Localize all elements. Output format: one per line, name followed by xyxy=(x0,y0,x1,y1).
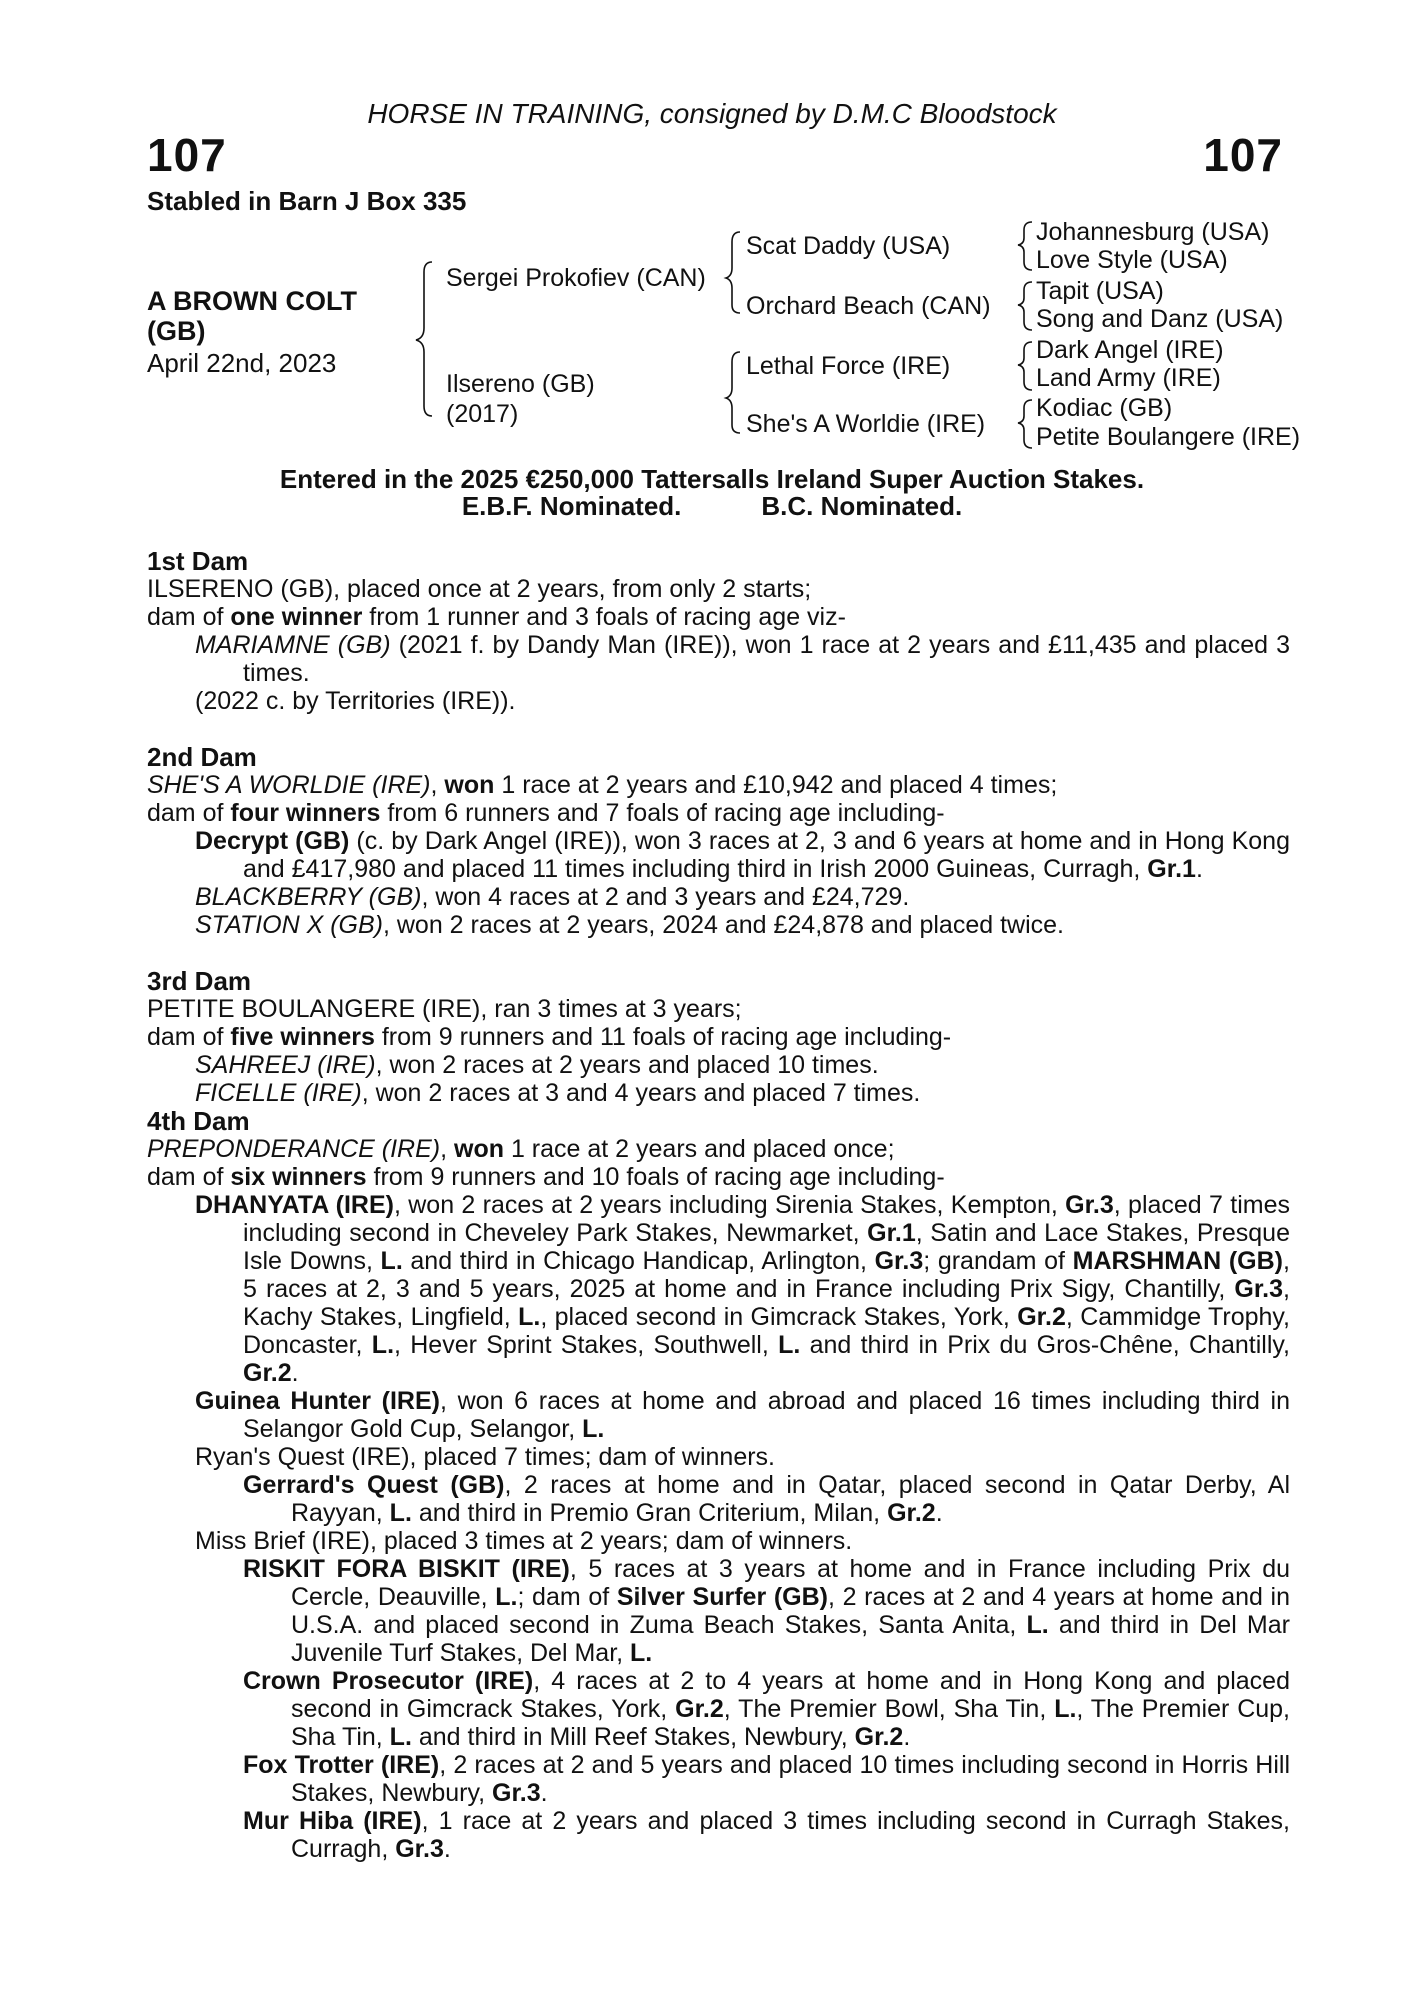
fourth-dam-line: PREPONDERANCE (IRE), won 1 race at 2 years and placed once; xyxy=(147,1135,895,1163)
pedigree-sire-dam: Orchard Beach (CAN) xyxy=(746,292,991,320)
produce-entry: BLACKBERRY (GB), won 4 races at 2 and 3 years and £24,729. xyxy=(195,883,910,911)
pedigree-dds: Kodiac (GB) xyxy=(1036,394,1173,422)
produce-entry: (2022 c. by Territories (IRE)). xyxy=(195,687,516,715)
grand-produce-entry: Fox Trotter (IRE), 2 races at 2 and 5 years and placed 10 times including second in Horris Hill Stakes, Newbury, Gr.3. xyxy=(243,1751,1291,1807)
produce-entry: Decrypt (GB) (c. by Dark Angel (IRE)), won 3 races at 2, 3 and 6 years at home and in Hong Kong and £417,980 and placed 11 times including third in Irish 2000 Guineas, Curragh, Gr.1. xyxy=(195,827,1290,883)
nominations xyxy=(0,493,1424,520)
grand-produce-entry: Gerrard's Quest (GB), 2 races at home and in Qatar, placed second in Qatar Derby, Al Rayyan, L. and third in Premio Gran Criterium, Milan, Gr.2. xyxy=(243,1471,1290,1527)
pedigree-dsd: Land Army (IRE) xyxy=(1036,364,1221,392)
second-dam-heading: 2nd Dam xyxy=(147,742,257,772)
pedigree-sdd: Song and Danz (USA) xyxy=(1036,305,1284,333)
horse-name: A BROWN COLT (GB) xyxy=(147,286,357,346)
pedigree-dam-dam: She's A Worldie (IRE) xyxy=(746,410,986,438)
pedigree-sire: Sergei Prokofiev (CAN) xyxy=(446,264,706,292)
entries-block xyxy=(0,466,1424,520)
pedigree-ssd: Love Style (USA) xyxy=(1036,246,1228,274)
second-dam-line: SHE'S A WORLDIE (IRE), won 1 race at 2 years and £10,942 and placed 4 times; xyxy=(147,771,1058,799)
second-dam-produce-line: dam of four winners from 6 runners and 7 foals of racing age including- xyxy=(147,799,945,827)
produce-entry: Ryan's Quest (IRE), placed 7 times; dam of winners. xyxy=(195,1443,775,1471)
produce-record xyxy=(147,547,1290,1863)
grand-produce-entry: Crown Prosecutor (IRE), 4 races at 2 to 4 years at home and in Hong Kong and placed second in Gimcrack Stakes, York, Gr.2, The Premier Bowl, Sha Tin, L., The Premier Cup, Sha Tin, L. and third in Mill Reef Stakes, Newbury, Gr.2. xyxy=(243,1667,1291,1751)
pedigree-dam-year: (2017) xyxy=(446,400,519,428)
lot-number-right: 107 xyxy=(1203,129,1283,181)
pedigree-ddd: Petite Boulangere (IRE) xyxy=(1036,423,1301,451)
lot-number-left: 107 xyxy=(147,129,227,181)
grand-produce-entry: RISKIT FORA BISKIT (IRE), 5 races at 3 years at home and in France including Prix du Cercle, Deauville, L.; dam of Silver Surfer (GB), 2 races at 2 and 4 years at home and in U.S.A. and placed second in Zuma Beach Stakes, Santa Anita, L. and third in Del Mar Juvenile Turf Stakes, Del Mar, L. xyxy=(243,1555,1291,1667)
first-dam-line: ILSERENO (GB), placed once at 2 years, from only 2 starts; xyxy=(147,575,812,603)
third-dam-heading: 3rd Dam xyxy=(147,966,252,996)
pedigree-dam-sire: Lethal Force (IRE) xyxy=(746,352,951,380)
pedigree-sss: Johannesburg (USA) xyxy=(1036,218,1270,246)
pedigree-sds: Tapit (USA) xyxy=(1036,277,1164,305)
produce-entry: FICELLE (IRE), won 2 races at 3 and 4 years and placed 7 times. xyxy=(195,1079,921,1107)
pedigree-sire-sire: Scat Daddy (USA) xyxy=(746,232,951,260)
produce-entry: STATION X (GB), won 2 races at 2 years, 2024 and £24,878 and placed twice. xyxy=(195,911,1064,939)
produce-entry: Guinea Hunter (IRE), won 6 races at home and abroad and placed 16 times including third in Selangor Gold Cup, Selangor, L. xyxy=(195,1387,1290,1443)
grand-produce-entry: Mur Hiba (IRE), 1 race at 2 years and placed 3 times including second in Curragh Stakes, Curragh, Gr.3. xyxy=(243,1807,1290,1863)
produce-entry: DHANYATA (IRE), won 2 races at 2 years including Sirenia Stakes, Kempton, Gr.3, placed 7 times including second in Cheveley Park Stakes, Newmarket, Gr.1, Satin and Lace Stakes, Presque Isle Downs, L. and third in Chicago Handicap, Arlington, Gr.3; grandam of MARSHMAN (GB), 5 races at 2, 3 and 5 years, 2025 at home and in France including Prix Sigy, Chantilly, Gr.3, Kachy Stakes, Lingfield, L., placed second in Gimcrack Stakes, York, Gr.2, Cammidge Trophy, Doncaster, L., Hever Sprint Stakes, Southwell, L. and third in Prix du Gros-Chêne, Chantilly, Gr.2. xyxy=(195,1191,1291,1387)
fourth-dam-produce-line: dam of six winners from 9 runners and 10 foals of racing age including- xyxy=(147,1163,945,1191)
produce-entry: SAHREEJ (IRE), won 2 races at 2 years and placed 10 times. xyxy=(195,1051,879,1079)
entry-line: Entered in the 2025 €250,000 Tattersalls Ireland Super Auction Stakes. xyxy=(279,464,1145,494)
pedigree-dam: Ilsereno (GB) xyxy=(446,370,595,398)
consignment-line: HORSE IN TRAINING, consigned by D.M.C Bloodstock xyxy=(367,98,1057,129)
first-dam-produce-line: dam of one winner from 1 runner and 3 foals of racing age viz- xyxy=(147,603,846,631)
bc-nomination: B.C. Nominated. xyxy=(761,491,963,521)
first-dam-heading: 1st Dam xyxy=(147,546,249,576)
third-dam-produce-line: dam of five winners from 9 runners and 11 foals of racing age including- xyxy=(147,1023,952,1051)
stabled-line: Stabled in Barn J Box 335 xyxy=(147,186,467,216)
produce-entry: MARIAMNE (GB) (2021 f. by Dandy Man (IRE)), won 1 race at 2 years and £11,435 and placed 3 times. xyxy=(195,631,1290,687)
fourth-dam-heading: 4th Dam xyxy=(147,1106,250,1136)
ebf-nomination: E.B.F. Nominated. xyxy=(461,491,682,521)
horse-dob: April 22nd, 2023 xyxy=(147,348,337,378)
produce-entry: Miss Brief (IRE), placed 3 times at 2 years; dam of winners. xyxy=(195,1527,853,1555)
third-dam-line: PETITE BOULANGERE (IRE), ran 3 times at 3 years; xyxy=(147,995,742,1023)
pedigree-dss: Dark Angel (IRE) xyxy=(1036,336,1224,364)
